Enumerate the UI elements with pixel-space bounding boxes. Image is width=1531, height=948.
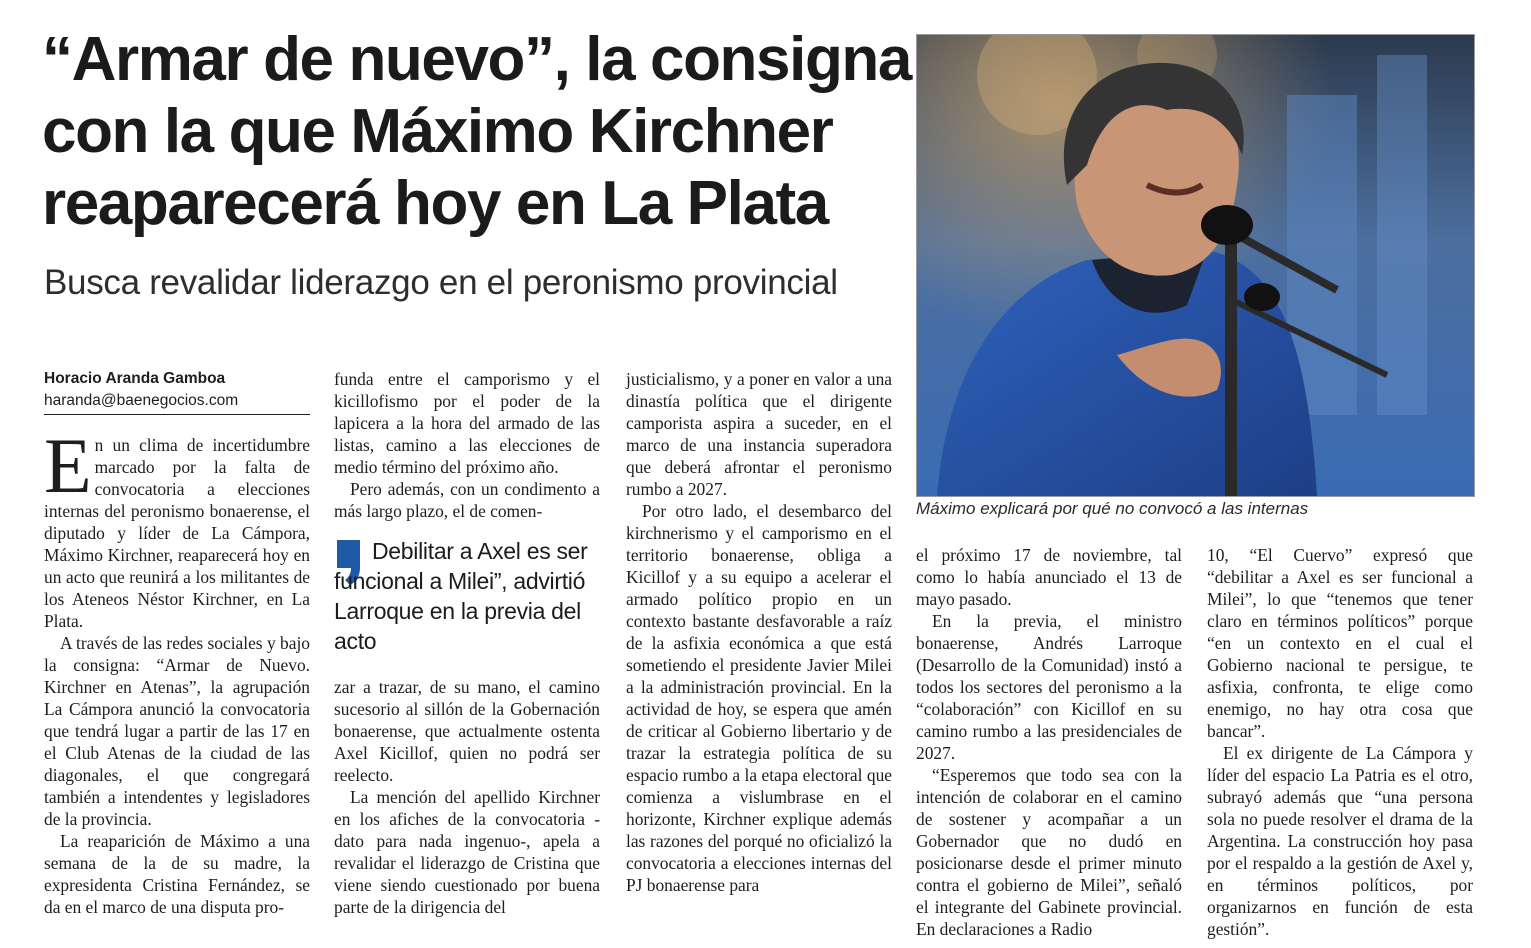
paragraph: zar a trazar, de su mano, el camino sucesorio al sillón de la Gobernación bonaerense, que actualmente ostenta Axel Kicillof, quien no podrá ser reelecto.	[334, 677, 600, 785]
paragraph: Por otro lado, el desembarco del kirchnerismo y el camporismo en el territorio bonaerense, obliga a Kicillof y a su equipo a acelerar el armado político propio en un contexto bastante desfavorable a raíz de la asfixia económica a que está sometiendo el presidente Javier Milei a la administración provincial. En la actividad de hoy, se espera que amén de criticar al Gobierno libertario y de trazar la estrategia política de su espacio rumbo a la etapa electoral que comienza a vislumbrase en el horizonte, Kirchner explique además las razones del porqué no oficializó la convocatoria a elecciones internas del PJ bonaerense para	[626, 501, 892, 895]
author-name: Horacio Aranda Gamboa	[44, 370, 226, 387]
article-column-2-top	[334, 368, 600, 522]
paragraph: A través de las redes sociales y bajo la consigna: “Armar de Nuevo. Kirchner en Atenas”, la agrupación La Cámpora anunció la convocatoria que tendrá lugar a partir de las 17 en el Club Atenas de la ciudad de las diagonales, el que congregará también a intendentes y legisladores de la provincia.	[44, 633, 310, 829]
photo-caption: Máximo explicará por qué no convocó a las internas	[916, 499, 1309, 518]
paragraph: el próximo 17 de noviembre, tal como lo había anunciado el 13 de mayo pasado.	[916, 545, 1182, 609]
paragraph: 10, “El Cuervo” expresó que “debilitar a Axel es ser funcional a Milei”, lo que “tenemos que tener claro en términos políticos” porque “en un contexto en el cual el Gobierno nacional te persigue, te asfixia, confronta, te elige como enemigo, no hay otra cosa que bancar”.	[1207, 545, 1473, 741]
paragraph: El ex dirigente de La Cámpora y líder del espacio La Patria es el otro, subrayó además que “una persona sola no puede resolver el drama de la Argentina. La construcción hoy pasa por el respaldo a la gestión de Axel y, en términos políticos, por organizarnos en función de esta gestión”.	[1207, 743, 1473, 939]
paragraph: justicialismo, y a poner en valor a una dinastía política que el dirigente camporista aspira a suceder, en el marco de una instancia superadora que deberá afrontar el peronismo rumbo a 2027.	[626, 369, 892, 499]
article-column-1	[44, 422, 310, 918]
subheadline: Busca revalidar liderazgo en el peronismo provincial	[44, 263, 838, 302]
author-email: haranda@baenegocios.com	[44, 392, 239, 409]
headline-line: con la que Máximo Kirchner	[42, 97, 833, 166]
article-column-3	[626, 368, 892, 896]
headline-line: reaparecerá hoy en La Plata	[42, 169, 828, 238]
article-column-5	[1207, 544, 1473, 940]
headline	[42, 24, 912, 240]
article-column-2-bottom	[334, 676, 600, 918]
byline	[44, 368, 310, 415]
pull-quote-text: Debilitar a Axel es ser funcional a Milei”, advirtió Larroque en la previa del acto	[334, 538, 588, 654]
article-photo	[916, 34, 1475, 497]
paragraph: funda entre el camporismo y el kicillofismo por el poder de la lapicera a la hora del armado de las listas, camino a las elecciones de medio término del próximo año.	[334, 369, 600, 477]
paragraph: Pero además, con un condimento a más largo plazo, el de comen-	[334, 479, 600, 521]
paragraph	[44, 422, 310, 632]
headline-line: “Armar de nuevo”, la consigna	[42, 25, 911, 94]
paragraph: La reaparición de Máximo a una semana de la de su madre, la expresidenta Cristina Fernández, se da en el marco de una disputa pro-	[44, 831, 310, 917]
drop-cap: E	[44, 422, 92, 509]
paragraph: La mención del apellido Kirchner en los afiches de la convocatoria -dato para nada ingenuo-, apela a revalidar el liderazgo de Cristina que viene siendo cuestionado por buena parte de la dirigencia del	[334, 787, 600, 917]
pull-quote	[334, 536, 604, 666]
paragraph: En la previa, el ministro bonaerense, Andrés Larroque (Desarrollo de la Comunidad) instó a todos los sectores del peronismo a la “colaboración” con Kicillof en su camino rumbo a las presidenciales de 2027.	[916, 611, 1182, 763]
paragraph-text: n un clima de incertidumbre marcado por la falta de convocatoria a elecciones internas del peronismo bonaerense, el diputado y líder de La Cámpora, Máximo Kirchner, reaparecerá hoy en un acto que reunirá a los militantes de los Ateneos Néstor Kirchner, en La Plata.	[44, 435, 310, 631]
article-column-4	[916, 544, 1182, 940]
paragraph: “Esperemos que todo sea con la intención de colaborar en el camino de sostener y acompañar a un Gobernador que no dudó en posicionarse desde el primer minuto contra el gobierno de Milei”, señaló el integrante del Gabinete provincial. En declaraciones a Radio	[916, 765, 1182, 939]
